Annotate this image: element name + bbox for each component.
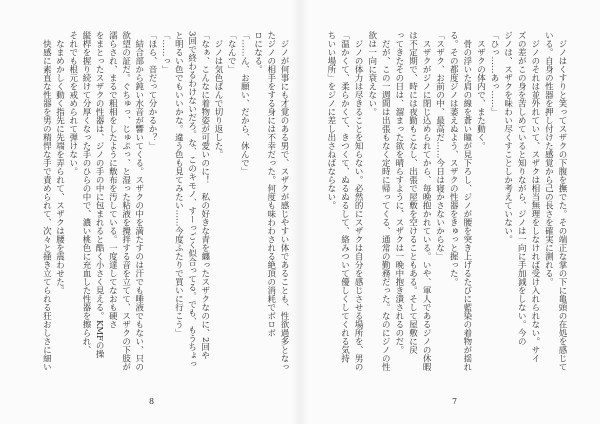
text-line: スザクがジノに閉じ込められてから、毎晩抱かれている。いや、軍人であるジノの休暇 bbox=[421, 31, 432, 371]
text-line: 「スザク、お前の中、最高だ……今日は寝かさないからな」 bbox=[434, 31, 445, 261]
text-line: ジノは気色ばんで切り返した。 bbox=[212, 31, 223, 159]
text-line: ジノのそれは並外れていて、スザクは相当無理をしなければ受け入れられない。サイ bbox=[529, 31, 540, 363]
text-line: 結合部から鈍い水音が響いてくる。スザクの中を満たすのは汗でも唾液でもない、只の bbox=[133, 31, 144, 371]
text-line: ロになる。 bbox=[252, 31, 263, 74]
text-line: 「ほら、音だって分かるか？」 bbox=[146, 31, 157, 150]
text-line: いる。自身の性器を押し付けた感覚から己の長さを確実に測れる。 bbox=[543, 31, 554, 286]
text-line: たジノの相手をする身には不幸だった。何度も味わわされる絶頂の消耗でボロボ bbox=[265, 31, 276, 337]
text-line: 3回で終わるわけないだろ。な、このキモノ、すーっごく似合ってる。でも、もうちょっ bbox=[186, 31, 197, 368]
text-line: 「温かくて、柔らかくて、きつくて、ぬるぬるして、絡みついて優しくしてくれる気持 bbox=[339, 31, 350, 363]
text-line: 縦桿を握り続けて分厚くなった手のひらの中で、濃い桃色に充血した性器を擦られ、 bbox=[80, 31, 91, 354]
text-line: だが、この一週間は出張もなく定時に帰ってくる、通常の勤務だった。なのにジノの性 bbox=[380, 31, 391, 371]
text-line: る。その都度ジノは萎えぬよう、スザクの性器をきゅっと握った。 bbox=[448, 31, 459, 286]
text-line: ジノの体力は尽きることを知らない。必然的にスザクは自分を感じさせる場所を、男の bbox=[353, 31, 364, 371]
text-line: ちいい場所」をジノに差し出さねばならない。 bbox=[325, 31, 336, 210]
text-line: ジノは、スザクを味わい尽くすことしか考えていない。 bbox=[502, 31, 513, 244]
text-line: それでも根元を戒められて弾けない。 bbox=[67, 31, 78, 176]
text-line: 快感に素直な性器を男の精悍な手で責められて、次々と掻き立てられる狂おしさに細い bbox=[41, 31, 52, 371]
text-line: 「ひっ……あっ……」 bbox=[489, 31, 500, 116]
right-page-body-text bbox=[323, 31, 568, 373]
left-page-body-text bbox=[39, 31, 290, 373]
text-line: 欲は一向に衰えない。 bbox=[366, 31, 377, 116]
text-line: ジノはくすりと笑ってスザクの下腹を撫でた。その端正な掌の下に亀頭の在処を感じて bbox=[557, 31, 567, 371]
text-line: なまめかしく動く指先に先端を弄られて、スザクは腰を震わせた。 bbox=[54, 31, 65, 295]
text-line: スザクの体内で、また動く。 bbox=[475, 31, 486, 150]
page-number: 8 bbox=[149, 397, 155, 406]
text-line: は不定期で、時には夜勤もこなし、出張で屋敷を空けることもある。そして屋敷に戻 bbox=[407, 31, 418, 354]
text-line: 「……ん、お願い、だから、休んで」 bbox=[239, 31, 250, 176]
text-line: と明るい色でもいいかな。違う色も見てみたい……今度ふたりで買いに行こう」 bbox=[173, 31, 184, 337]
text-line: 骨の浮いた肩の線を蒼い瞳が見下ろし、ジノが腰を突き上げるたびに藍染の着物が揺れ bbox=[461, 31, 472, 371]
page-number: 7 bbox=[452, 397, 458, 406]
text-line: 欲望の証だ。ぐちゅっ、じゅぷっ、と湿った粘液を攪拌する音を立てて、スザクの下肢が bbox=[120, 31, 131, 371]
right-page bbox=[300, 0, 600, 424]
text-line: ズの差がこの身を苦しめていると知りながら、ジノは一向に手加減をしない。今の bbox=[516, 31, 527, 346]
text-line: をまとったスザクの性器は、ジノの手の中に包まれると酷く小さく見える。KMFの操 bbox=[94, 31, 105, 358]
text-line: 濡らされ、まるで粗相をしたように敷布を汚している。一度達してなおも硬さ bbox=[107, 31, 118, 329]
text-line: ってきたその日は、溜まった欲を晴らすように、スザクは一晩中抱き潰されるのだ。 bbox=[393, 31, 404, 354]
text-line: ジノが何事にも才覚のある男で、スザクが感じやすい体であることも、性欲過多となっ bbox=[279, 31, 289, 371]
text-line: 「……っ」 bbox=[160, 31, 171, 74]
text-line: 「なぁ、こんなに着物姿が可愛いのに！ 私の好きな青を纏ったスザクなのに、2回や bbox=[199, 31, 210, 360]
text-line: 「なんで」 bbox=[226, 31, 237, 74]
